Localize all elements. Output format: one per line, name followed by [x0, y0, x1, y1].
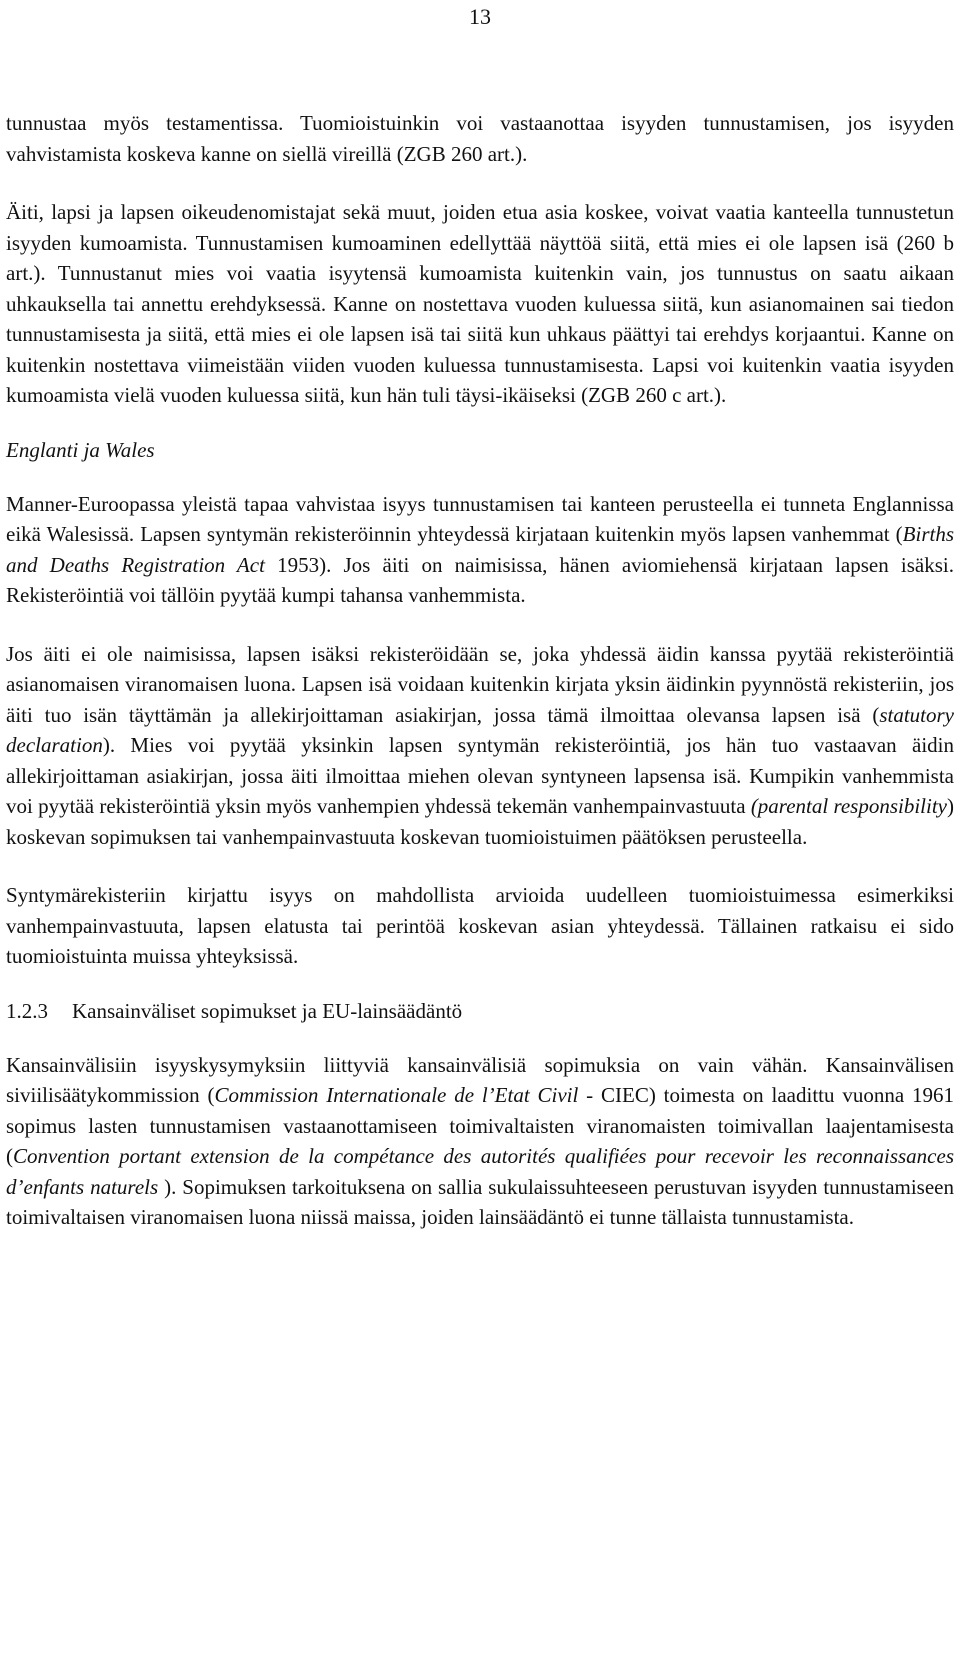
section-title: Kansainväliset sopimukset ja EU-lainsäädäntö	[72, 998, 463, 1023]
paragraph-6-italic-convention: Convention portant extension de la compétance des autorités qualifiées pour recevoir les reconnaissances d’enfants naturels	[6, 1144, 954, 1199]
paragraph-6-text-a: Kansainvälisiin isyyskysymyksiin liittyviä kansainvälisiä sopimuksia on vain vähän. Kansainvälisen siviilisäätykommission (	[6, 1052, 954, 1107]
paragraph-6	[6, 1050, 954, 1233]
paragraph-1: tunnustaa myös testamentissa. Tuomioistuinkin voi vastaanottaa isyyden tunnustamisen, jos isyyden vahvistamista koskeva kanne on siellä vireillä (ZGB 260 art.).	[6, 111, 954, 166]
paragraph-2: Äiti, lapsi ja lapsen oikeudenomistajat sekä muut, joiden etua asia koskee, voivat vaatia kanteella tunnustetun isyyden kumoamista. Tunnustamisen kumoaminen edellyttää näyttöä siitä, että mies ei ole lapsen isä (260 b art.). Tunnustanut mies voi vaatia isyytensä kumoamista kuitenkin vain, jos tunnustus on saatu aikaan uhkauksella tai annettu erehdyksessä. Kanne on nostettava vuoden kuluessa siitä, kun asianomainen sai tiedon tunnustamisesta ja siitä, että mies ei ole lapsen isä tai siitä kun uhkaus päättyi tai erehdys korjaantui. Kanne on kuitenkin nostettava viimeistään viiden vuoden kuluessa tunnustamisesta. Lapsi voi kuitenkin vaatia isyyden kumoamista vielä vuoden kuluessa siitä, kun hän tuli täysi-ikäiseksi (ZGB 260 c art.).	[6, 200, 954, 407]
paragraph-4-italic-declaration: statutory declaration	[6, 702, 954, 757]
paragraph-4-text-a: Jos äiti ei ole naimisissa, lapsen isäksi rekisteröidään se, joka yhdessä äidin kanssa pyytää rekisteröintiä asianomaisen viranomaisen luona. Lapsen isä voidaan kuitenkin kirjata yksin äidinkin pyynnöstä rekisteriin, jos äiti tuo isän täyttämän ja allekirjoittaman asiakirjan, jossa tämä ilmoittaa olevansa lapsen isä (	[6, 641, 954, 727]
page-number: 13	[469, 4, 491, 29]
paragraph-5: Syntymärekisteriin kirjattu isyys on mahdollista arvioida uudelleen tuomioistuimessa esimerkiksi vanhempainvastuuta, lapsen elatusta tai perintöä koskevan asian yhteydessä. Tällainen ratkaisu ei sido tuomioistuinta muissa yhteyksissä.	[6, 883, 954, 968]
paragraph-4-italic-responsibility: (parental responsibility	[750, 794, 947, 818]
section-heading-england-wales: Englanti ja Wales	[6, 437, 155, 462]
document-body	[6, 108, 954, 1233]
paragraph-3	[6, 489, 954, 611]
paragraph-6-text-b: - CIEC) toimesta on laadittu vuonna 1961 sopimus lasten tunnustamisen vastaanottamiseen toimivaltaisten viranomaisten toimivallan laajentamisesta (	[6, 1083, 954, 1168]
paragraph-6-text-c: ). Sopimuksen tarkoituksena on sallia sukulaissuhteeseen perustuvan isyyden tunnustamiseen toimivaltaisen viranomaisen luona niissä maissa, joiden lainsäädäntö ei tunne tällaista tunnustamista.	[6, 1174, 954, 1229]
paragraph-3-text-b: 1953). Jos äiti on naimisissa, hänen aviomiehensä kirjataan lapsen isäksi. Rekisteröintiä voi tällöin pyytää kumpi tahansa vanhemmista.	[6, 552, 954, 607]
paragraph-6-italic-commission: Commission Internationale de l’Etat Civil	[214, 1083, 579, 1107]
paragraph-4	[6, 639, 954, 853]
paragraph-3-text-a: Manner-Euroopassa yleistä tapaa vahvistaa isyys tunnustamisen tai kanteen perusteella ei tunneta Englannissa eikä Walesissä. Lapsen syntymän rekisteröinnin yhteydessä kirjataan kuitenkin myös lapsen vanhemmat (	[6, 491, 954, 546]
paragraph-4-text-b: ). Mies voi pyytää yksinkin lapsen syntymän rekisteröintiä, jos hän tuo vastaavan äidin allekirjoittaman asiakirjan, jossa äiti ilmoittaa miehen olevan syntyneen lapsensa isä. Kumpikin vanhemmista voi pyytää rekisteröintiä yksin myös vanhempien yhdessä tekemän vanhempainvastuuta	[6, 733, 954, 818]
section-number: 1.2.3	[6, 998, 48, 1023]
paragraph-3-italic-act: Births and Deaths Registration Act	[6, 522, 954, 577]
section-heading-1-2-3	[6, 996, 954, 1026]
paragraph-4-text-c: ) koskevan sopimuksen tai vanhempainvastuuta koskevan tuomioistuimen päätöksen perusteella.	[6, 794, 954, 849]
